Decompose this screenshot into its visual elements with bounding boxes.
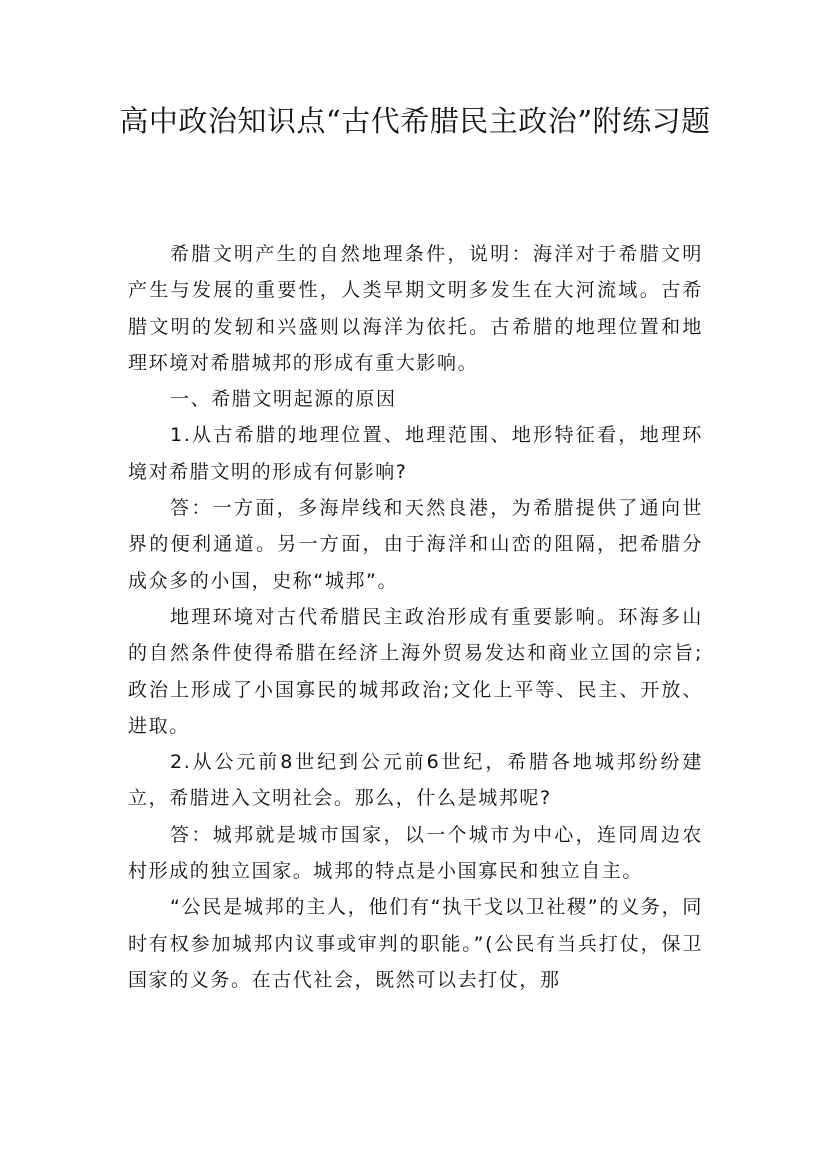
question-2: 2.从公元前8世纪到公元前6世纪，希腊各地城邦纷纷建立，希腊进入文明社会。那么，什么是城邦呢? [128,751,703,810]
question-1: 1.从古希腊的地理位置、地理范围、地形特征看，地理环境对希腊文明的形成有何影响? [128,424,703,483]
paragraph-citizens: “公民是城邦的主人，他们有“执干戈以卫社稷”的义务，同时有权参加城邦内议事或审判的职能。”(公民有当兵打仗，保卫国家的义务。在古代社会，既然可以去打仗，那 [128,896,703,991]
paragraph-intro: 希腊文明产生的自然地理条件，说明：海洋对于希腊文明产生与发展的重要性，人类早期文明多发生在大河流域。古希腊文明的发轫和兴盛则以海洋为依托。古希腊的地理位置和地理环境对希腊城邦的形成有重大影响。 [128,243,703,374]
paragraph-geography-influence: 地理环境对古代希腊民主政治形成有重要影响。环海多山的自然条件使得希腊在经济上海外贸易发达和商业立国的宗旨;政治上形成了小国寡民的城邦政治;文化上平等、民主、开放、进取。 [128,605,703,737]
answer-2: 答：城邦就是城市国家，以一个城市为中心，连同周边农村形成的独立国家。城邦的特点是小国寡民和独立自主。 [128,823,703,883]
document-body [128,236,703,998]
document-title: 高中政治知识点“古代希腊民主政治”附练习题 [119,104,711,138]
section-heading-origins: 一、希腊文明起源的原因 [170,388,397,411]
answer-1: 答：一方面，多海岸线和天然良港，为希腊提供了通向世界的便利通道。另一方面，由于海洋和山峦的阻隔，把希腊分成众多的小国，史称“城邦”。 [128,497,703,592]
